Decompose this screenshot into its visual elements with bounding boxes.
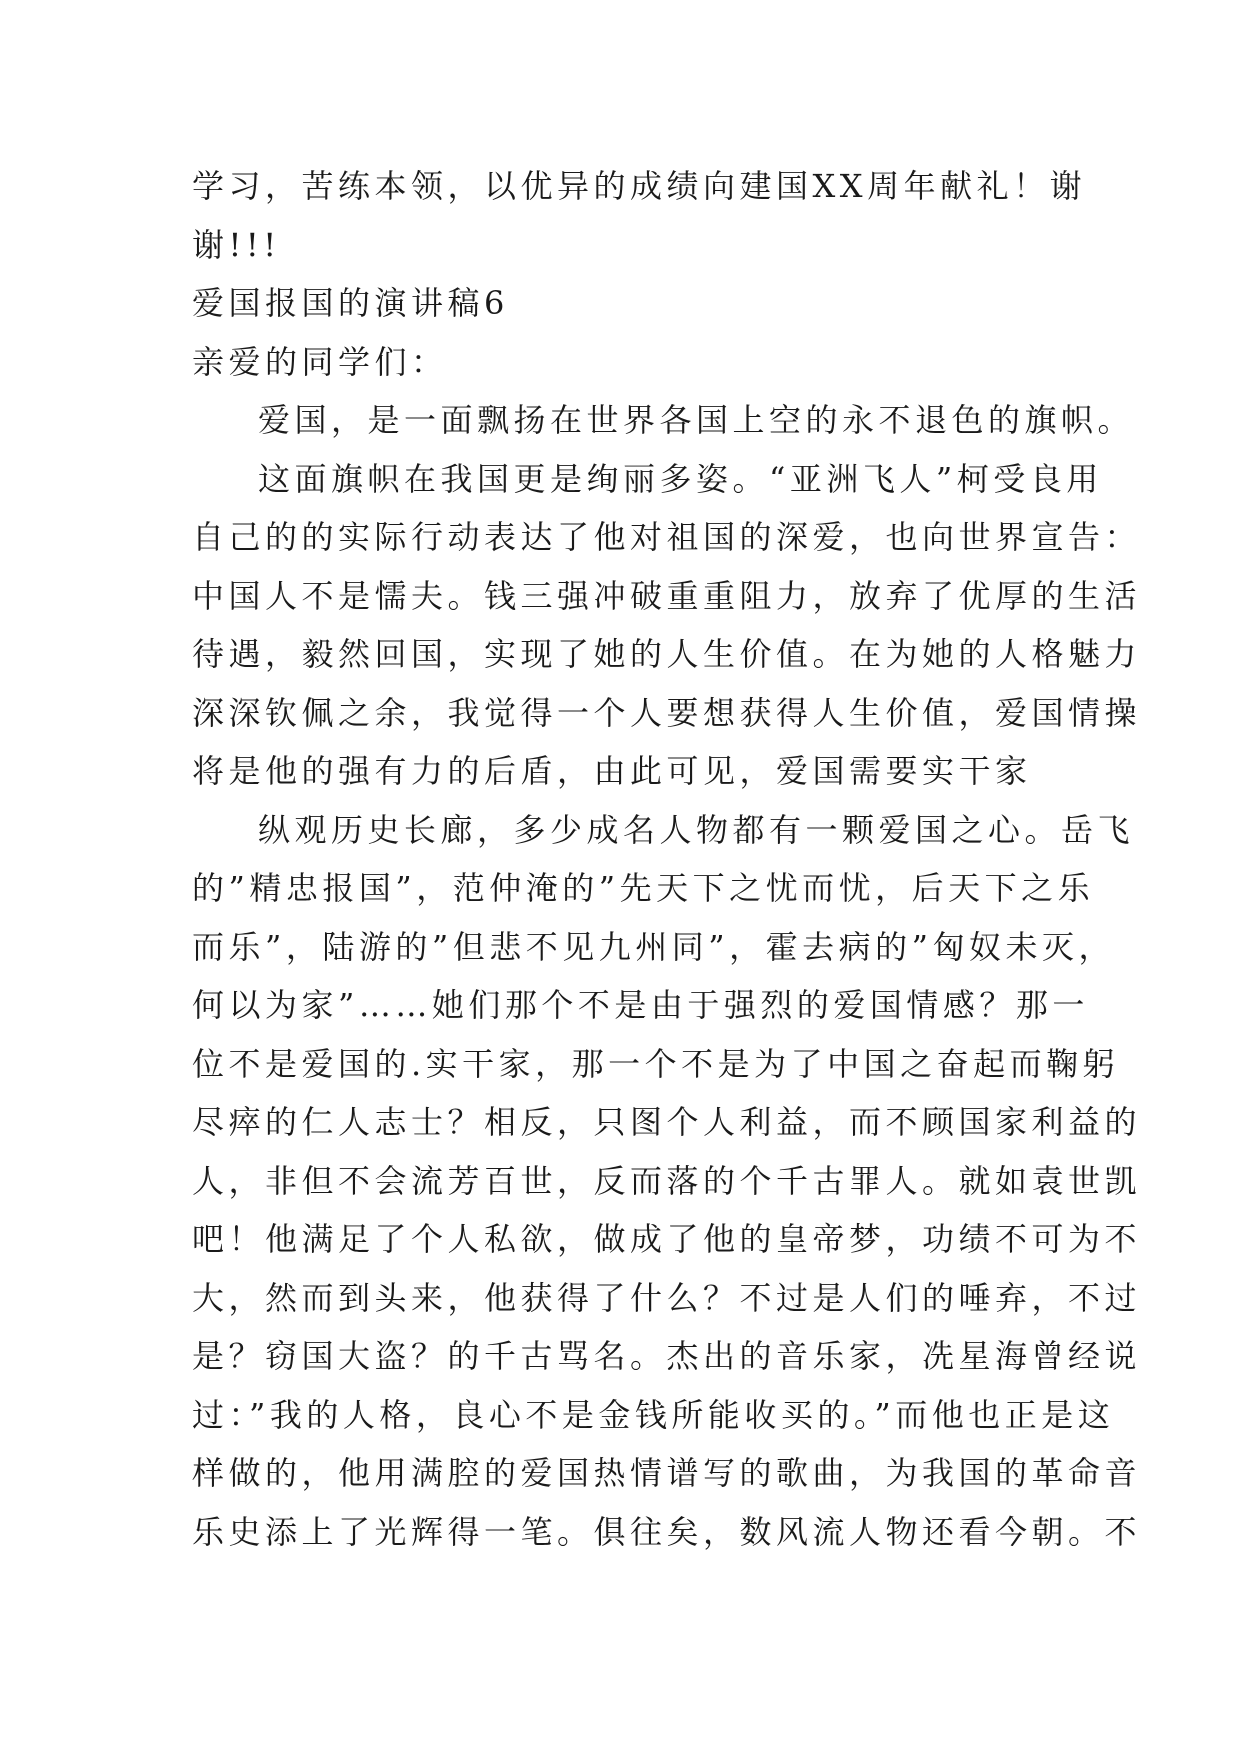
- text-line: 学习，苦练本领，以优异的成绩向建国XX周年献礼！谢: [192, 167, 1087, 205]
- text-line: 乐史添上了光辉得一笔。俱往矣，数风流人物还看今朝。不: [192, 1512, 1142, 1551]
- text-line: 爱国报国的演讲稿6: [192, 284, 509, 322]
- text-line: 深深钦佩之余，我觉得一个人要想获得人生价值，爱国情操: [192, 693, 1142, 732]
- text-line: 何以为家”……她们那个不是由于强烈的爱国情感？那一: [192, 986, 1089, 1024]
- text-line: 是？窃国大盗？的千古骂名。杰出的音乐家，冼星海曾经说: [192, 1337, 1142, 1375]
- text-line: 位不是爱国的.实干家，那一个不是为了中国之奋起而鞠躬: [192, 1044, 1120, 1083]
- text-line: 的”精忠报国”，范仲淹的”先天下之忧而忧，后天下之乐: [192, 869, 1095, 907]
- text-line: 人，非但不会流芳百世，反而落的个千古罪人。就如袁世凯: [192, 1161, 1142, 1200]
- text-line: 将是他的强有力的后盾，由此可见，爱国需要实干家: [192, 752, 1032, 790]
- text-line: 谢!!!: [192, 225, 281, 264]
- speech-text: [192, 157, 1142, 1561]
- text-line: 爱国，是一面飘扬在世界各国上空的永不退色的旗帜。: [258, 401, 1135, 439]
- text-line: 纵观历史长廊，多少成名人物都有一颗爱国之心。岳飞: [258, 810, 1135, 849]
- text-line: 而乐”，陆游的”但悲不见九州同”，霍去病的”匈奴未灭，: [192, 927, 1115, 966]
- text-line: 吧！他满足了个人私欲，做成了他的皇帝梦，功绩不可为不: [192, 1220, 1142, 1258]
- text-line: 自己的的实际行动表达了他对祖国的深爱，也向世界宣告：: [192, 518, 1142, 556]
- text-line: 这面旗帜在我国更是绚丽多姿。“亚洲飞人”柯受良用: [258, 459, 1103, 498]
- text-line: 亲爱的同学们：: [192, 342, 448, 381]
- text-line: 样做的，他用满腔的爱国热情谱写的歌曲，为我国的革命音: [192, 1454, 1142, 1492]
- text-line: 过：”我的人格，良心不是金钱所能收买的。”而他也正是这: [192, 1395, 1115, 1434]
- text-line: 尽瘁的仁人志士？相反，只图个人利益，而不顾国家利益的: [192, 1103, 1142, 1141]
- text-line: 中国人不是懦夫。钱三强冲破重重阻力，放弃了优厚的生活: [192, 576, 1142, 615]
- text-line: 大，然而到头来，他获得了什么？不过是人们的唾弃，不过: [192, 1278, 1142, 1317]
- text-line: 待遇，毅然回国，实现了她的人生价值。在为她的人格魅力: [192, 635, 1142, 673]
